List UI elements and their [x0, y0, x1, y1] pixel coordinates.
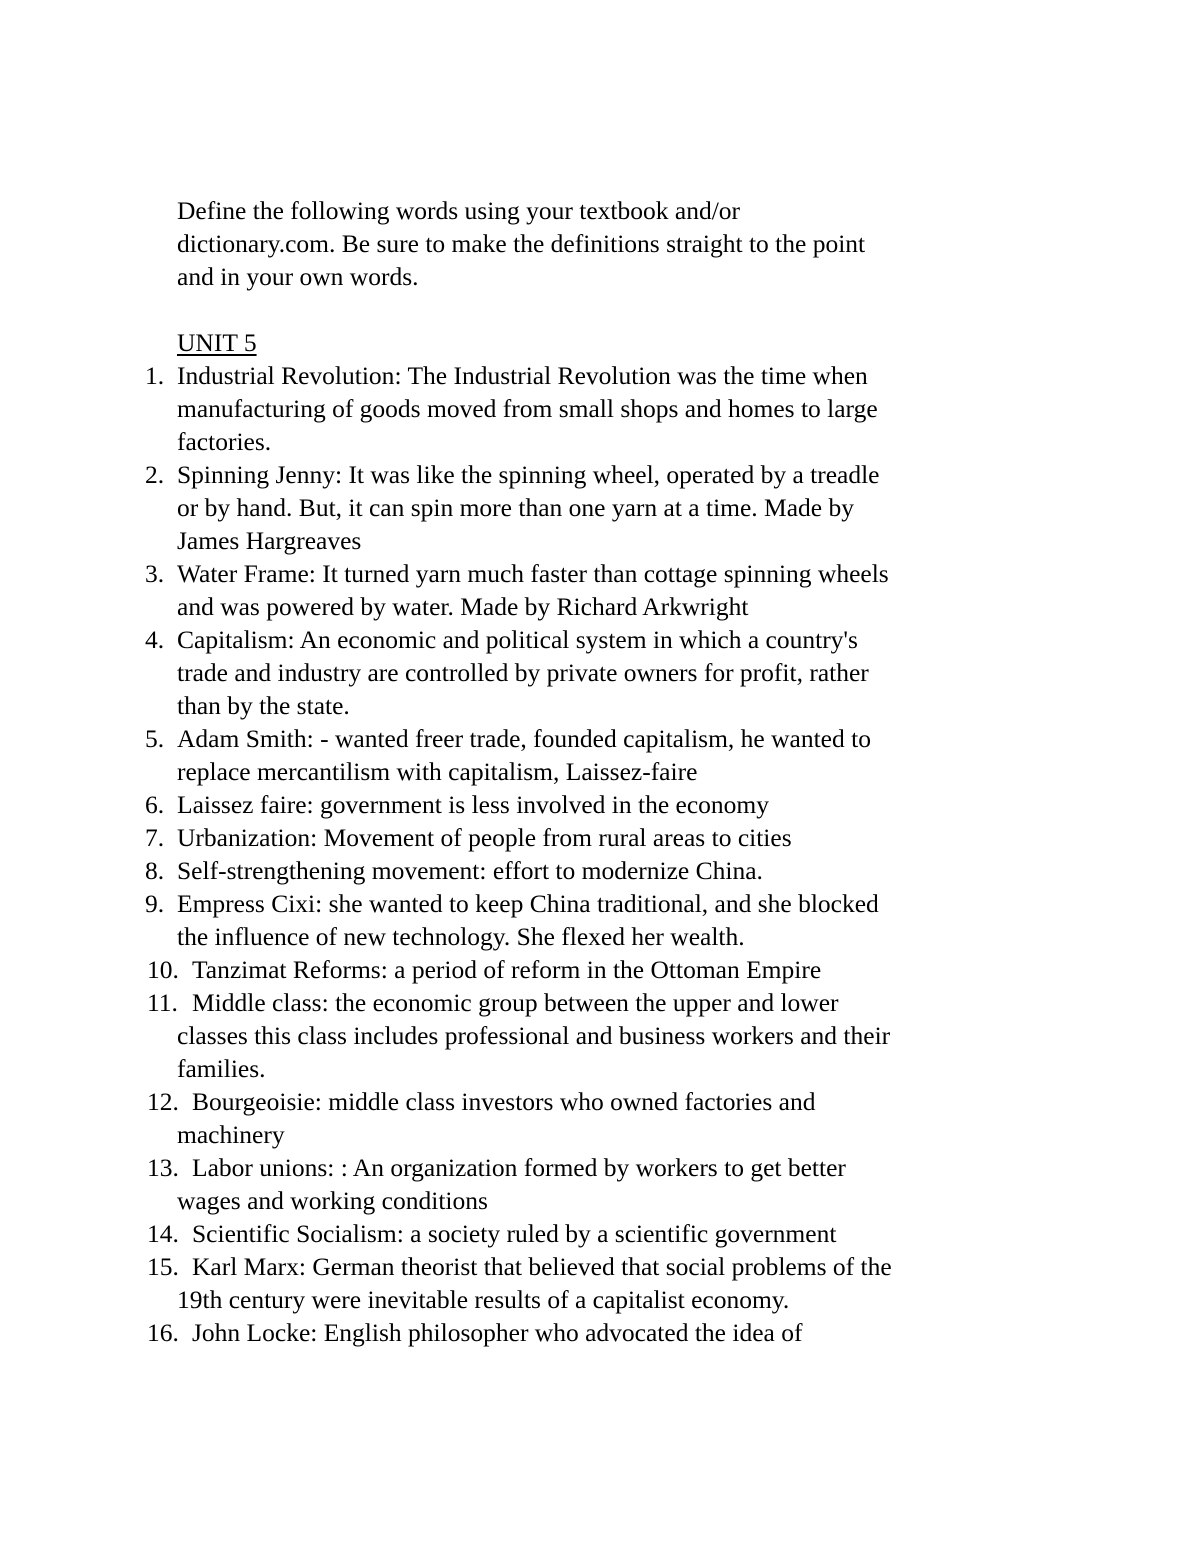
definition-item	[145, 887, 897, 953]
definition-number: 16.	[147, 1318, 179, 1347]
definition-term: Karl Marx	[192, 1252, 299, 1281]
definition-term: Scientific Socialism	[192, 1219, 397, 1248]
definitions-list	[145, 359, 897, 1349]
definition-item	[147, 1316, 897, 1349]
definition-term: John Locke	[192, 1318, 311, 1347]
definition-text: : An organization formed by workers to get better wages and working conditions	[177, 1153, 846, 1215]
definition-number: 7.	[145, 823, 165, 852]
term-separator: :	[306, 790, 321, 819]
definition-number: 4.	[145, 625, 165, 654]
definition-term: Urbanization	[177, 823, 311, 852]
definition-item	[147, 1217, 897, 1250]
definition-item	[145, 821, 897, 854]
term-separator: :	[380, 955, 395, 984]
definition-number: 3.	[145, 559, 165, 588]
definition-item	[145, 788, 897, 821]
definition-item	[145, 359, 897, 458]
definition-text: An economic and political system in which a country's trade and industry are controlled by private owners for profit, rather than by the state.	[177, 625, 869, 720]
definition-text: the economic group between the upper and lower classes this class includes professional and business workers and their families.	[177, 988, 891, 1083]
definition-text: a period of reform in the Ottoman Empire	[394, 955, 822, 984]
term-separator: :	[321, 988, 336, 1017]
definition-number: 15.	[147, 1252, 179, 1281]
definition-text: - wanted freer trade, founded capitalism, he wanted to replace mercantilism with capitalism, Laissez-faire	[177, 724, 871, 786]
definition-number: 10.	[147, 955, 179, 984]
definition-text: a society ruled by a scientific government	[410, 1219, 837, 1248]
definition-term: Empress Cixi	[177, 889, 316, 918]
term-separator: :	[396, 1219, 411, 1248]
definition-term: Bourgeoisie	[192, 1087, 315, 1116]
definition-term: Water Frame	[177, 559, 309, 588]
definition-text: government is less involved in the economy	[320, 790, 770, 819]
definition-item	[147, 986, 897, 1085]
term-separator: :	[310, 1318, 324, 1347]
definition-term: Laissez faire	[177, 790, 307, 819]
definition-item	[145, 557, 897, 623]
definition-text: she wanted to keep China traditional, and she blocked the influence of new technology. She flexed her wealth.	[177, 889, 879, 951]
term-separator: :	[327, 1153, 341, 1182]
instructions-paragraph: Define the following words using your textbook and/or dictionary.com. Be sure to make the definitions straight to the point and in your own words.	[177, 196, 866, 291]
definition-text: It turned yarn much faster than cottage spinning wheels and was powered by water. Made by Richard Arkwright	[177, 559, 889, 621]
term-separator: :	[308, 559, 323, 588]
definition-term: Middle class	[192, 988, 322, 1017]
definition-number: 9.	[145, 889, 165, 918]
definition-number: 11.	[147, 988, 178, 1017]
definition-item	[147, 1085, 897, 1151]
definition-text: English philosopher who advocated the idea of	[323, 1318, 803, 1347]
term-separator: :	[306, 724, 321, 753]
definition-term: Industrial Revolution	[177, 361, 395, 390]
unit-heading: UNIT 5	[177, 328, 257, 357]
definition-item	[147, 1250, 897, 1316]
definition-item	[145, 623, 897, 722]
term-separator: :	[298, 1252, 313, 1281]
definition-item	[147, 953, 897, 986]
definition-item	[145, 722, 897, 788]
definition-term: Capitalism	[177, 625, 288, 654]
term-separator: :	[314, 1087, 329, 1116]
definition-term: Adam Smith	[177, 724, 307, 753]
definition-text: middle class investors who owned factories and machinery	[177, 1087, 816, 1149]
definition-text: The Industrial Revolution was the time when manufacturing of goods moved from small shops and homes to large factories.	[177, 361, 878, 456]
definition-number: 13.	[147, 1153, 179, 1182]
term-separator: :	[287, 625, 300, 654]
definition-item	[145, 458, 897, 557]
term-separator: :	[334, 460, 349, 489]
term-separator: :	[310, 823, 324, 852]
definition-term: Tanzimat Reforms	[192, 955, 381, 984]
definition-text: German theorist that believed that social problems of the 19th century were inevitable results of a capitalist economy.	[177, 1252, 892, 1314]
definition-term: Self-strengthening movement	[177, 856, 480, 885]
definition-term: Labor unions	[192, 1153, 328, 1182]
definition-number: 5.	[145, 724, 165, 753]
definition-text: effort to modernize China.	[492, 856, 763, 885]
definition-number: 14.	[147, 1219, 179, 1248]
definition-number: 6.	[145, 790, 165, 819]
definition-number: 8.	[145, 856, 165, 885]
definition-number: 1.	[145, 361, 165, 390]
definition-item	[145, 854, 897, 887]
definition-item	[147, 1151, 897, 1217]
term-separator: :	[394, 361, 408, 390]
term-separator: :	[479, 856, 493, 885]
definition-number: 12.	[147, 1087, 179, 1116]
definition-term: Spinning Jenny	[177, 460, 335, 489]
term-separator: :	[315, 889, 329, 918]
document-body	[145, 194, 897, 1349]
definition-text: Movement of people from rural areas to cities	[323, 823, 792, 852]
definition-number: 2.	[145, 460, 165, 489]
definition-text: It was like the spinning wheel, operated by a treadle or by hand. But, it can spin more than one yarn at a time. Made by James Hargreaves	[177, 460, 880, 555]
